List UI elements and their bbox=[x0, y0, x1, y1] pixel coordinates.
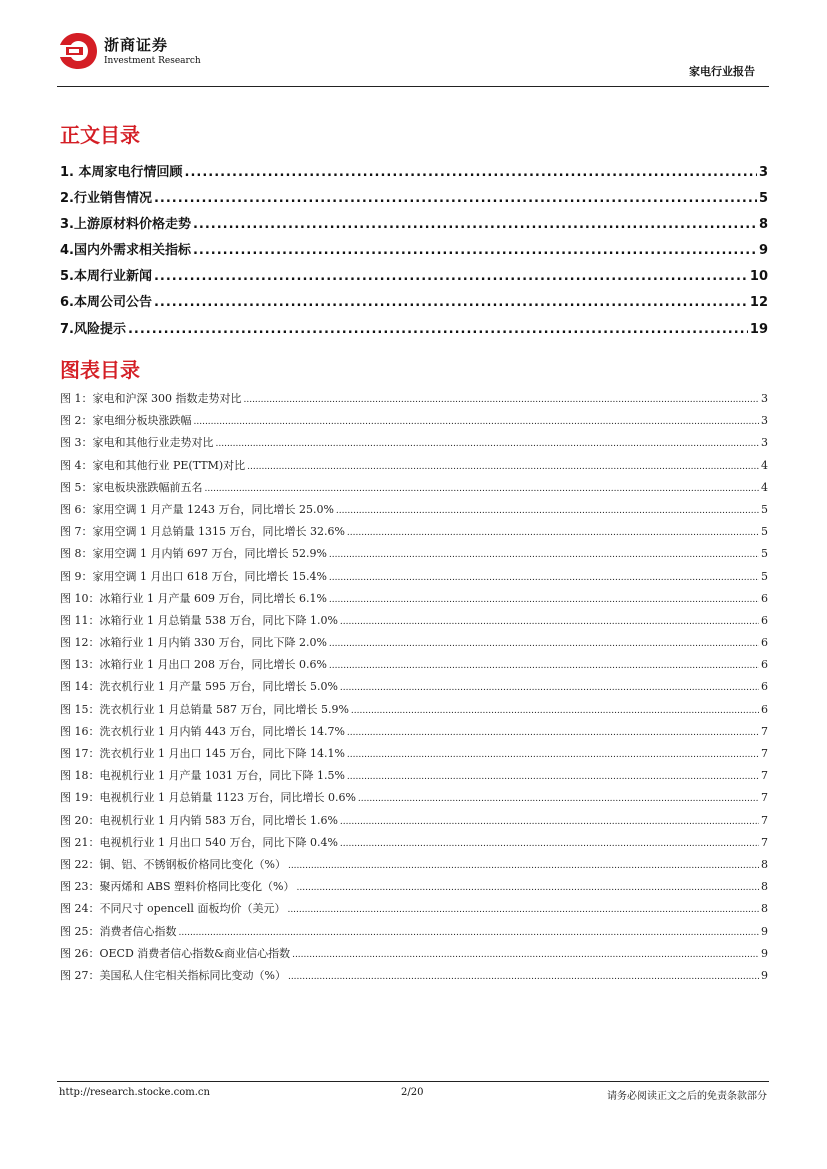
figure-entry-label: 图 4：家电和其他行业 PE(TTM)对比 bbox=[60, 458, 246, 472]
figure-entry[interactable] bbox=[60, 612, 768, 634]
toc-entry-label: 2.行业销售情况 bbox=[60, 191, 152, 207]
figure-entry[interactable] bbox=[60, 678, 768, 700]
figure-entry-page: 9 bbox=[761, 946, 768, 960]
figure-entry-page: 4 bbox=[761, 458, 768, 472]
leader-dots bbox=[288, 969, 759, 982]
leader-dots bbox=[185, 165, 757, 180]
figure-entry[interactable] bbox=[60, 812, 768, 834]
brand-logo bbox=[57, 28, 201, 74]
figure-entry[interactable] bbox=[60, 701, 768, 723]
leader-dots bbox=[351, 703, 759, 716]
figure-entry-label: 图 24：不同尺寸 opencell 面板均价（美元） bbox=[60, 902, 286, 916]
figure-entry-label: 图 18：电视机行业 1 月产量 1031 万台，同比下降 1.5% bbox=[60, 769, 345, 783]
figure-entry-label: 图 5：家电板块涨跌幅前五名 bbox=[60, 480, 203, 494]
figure-entry-label: 图 2：家电细分板块涨跌幅 bbox=[60, 414, 192, 428]
figure-entry-label: 图 23：聚丙烯和 ABS 塑料价格同比变化（%） bbox=[60, 880, 295, 894]
figure-entry-page: 4 bbox=[761, 480, 768, 494]
leader-dots bbox=[347, 525, 759, 538]
figure-entry-label: 图 15：洗衣机行业 1 月总销量 587 万台，同比增长 5.9% bbox=[60, 702, 349, 716]
toc-entry-label: 5.本周行业新闻 bbox=[60, 269, 152, 285]
figure-entry-label: 图 13：冰箱行业 1 月出口 208 万台，同比增长 0.6% bbox=[60, 658, 327, 672]
toc-entry[interactable] bbox=[60, 213, 768, 239]
figure-entry-label: 图 20：电视机行业 1 月内销 583 万台，同比增长 1.6% bbox=[60, 813, 338, 827]
figure-entry-page: 8 bbox=[761, 902, 768, 916]
leader-dots bbox=[287, 902, 759, 915]
toc-title: 正文目录 bbox=[60, 123, 140, 147]
figure-entry-label: 图 12：冰箱行业 1 月内销 330 万台，同比下降 2.0% bbox=[60, 636, 327, 650]
leader-dots bbox=[179, 925, 760, 938]
figure-entry[interactable] bbox=[60, 878, 768, 900]
toc-entry-page: 12 bbox=[749, 295, 768, 311]
toc-entry-label: 6.本周公司公告 bbox=[60, 295, 152, 311]
figure-entry-page: 6 bbox=[761, 702, 768, 716]
toc-entry-label: 4.国内外需求相关指标 bbox=[60, 243, 191, 259]
brand-name-cn: 浙商证券 bbox=[104, 36, 169, 54]
leader-dots bbox=[358, 791, 759, 804]
figure-entry[interactable] bbox=[60, 923, 768, 945]
figure-entry[interactable] bbox=[60, 634, 768, 656]
figure-entry-page: 7 bbox=[761, 769, 768, 783]
figure-entry-page: 9 bbox=[761, 924, 768, 938]
toc-list bbox=[60, 161, 768, 344]
leader-dots bbox=[329, 658, 759, 671]
figure-entry[interactable] bbox=[60, 434, 768, 456]
figure-entry-page: 6 bbox=[761, 658, 768, 672]
figure-entry[interactable] bbox=[60, 967, 768, 989]
page-number: 2/20 bbox=[401, 1087, 424, 1098]
figure-entry[interactable] bbox=[60, 789, 768, 811]
brand-name-en: Investment Research bbox=[104, 56, 201, 66]
figure-entry-label: 图 3：家电和其他行业走势对比 bbox=[60, 436, 214, 450]
figure-entry[interactable] bbox=[60, 412, 768, 434]
toc-entry[interactable] bbox=[60, 161, 768, 187]
footer-url[interactable]: http://research.stocke.com.cn bbox=[59, 1087, 210, 1098]
leader-dots bbox=[336, 503, 759, 516]
figure-entry-label: 图 9：家用空调 1 月出口 618 万台，同比增长 15.4% bbox=[60, 569, 327, 583]
toc-entry[interactable] bbox=[60, 265, 768, 291]
figure-entry-page: 8 bbox=[761, 880, 768, 894]
figure-entry-label: 图 14：洗衣机行业 1 月产量 595 万台，同比增长 5.0% bbox=[60, 680, 338, 694]
leader-dots bbox=[329, 570, 759, 583]
figure-entry-page: 5 bbox=[761, 569, 768, 583]
figure-entry-label: 图 8：家用空调 1 月内销 697 万台，同比增长 52.9% bbox=[60, 547, 327, 561]
toc-entry-page: 3 bbox=[758, 165, 768, 180]
figure-entry-label: 图 25：消费者信心指数 bbox=[60, 924, 177, 938]
figure-entry-page: 3 bbox=[761, 392, 768, 405]
leader-dots bbox=[329, 636, 759, 649]
figure-entry[interactable] bbox=[60, 479, 768, 501]
figures-title: 图表目录 bbox=[60, 358, 140, 382]
figure-entry-label: 图 10：冰箱行业 1 月产量 609 万台，同比增长 6.1% bbox=[60, 591, 327, 605]
toc-entry-label: 7.风险提示 bbox=[60, 321, 126, 337]
leader-dots bbox=[340, 680, 759, 693]
figure-entry-page: 9 bbox=[761, 968, 768, 982]
figure-entry-page: 8 bbox=[761, 857, 768, 871]
toc-entry[interactable] bbox=[60, 318, 768, 344]
figure-entry-page: 5 bbox=[761, 547, 768, 561]
figure-entry-page: 7 bbox=[761, 813, 768, 827]
leader-dots bbox=[347, 769, 759, 782]
figure-entry-page: 5 bbox=[761, 525, 768, 539]
leader-dots bbox=[243, 392, 759, 405]
page-footer bbox=[57, 1081, 769, 1102]
figure-entry[interactable] bbox=[60, 723, 768, 745]
figure-entry-page: 7 bbox=[761, 791, 768, 805]
leader-dots bbox=[347, 747, 759, 760]
figure-entry[interactable] bbox=[60, 745, 768, 767]
toc-entry[interactable] bbox=[60, 239, 768, 265]
figure-entry-page: 6 bbox=[761, 680, 768, 694]
figure-entry-label: 图 17：洗衣机行业 1 月出口 145 万台，同比下降 14.1% bbox=[60, 747, 345, 760]
figure-entry[interactable] bbox=[60, 590, 768, 612]
figure-entry[interactable] bbox=[60, 656, 768, 678]
toc-entry-label: 3.上游原材料价格走势 bbox=[60, 217, 191, 233]
figure-entry-page: 7 bbox=[761, 747, 768, 760]
figures-list bbox=[60, 390, 768, 989]
figure-entry[interactable] bbox=[60, 767, 768, 789]
leader-dots bbox=[288, 858, 759, 871]
page-header bbox=[57, 28, 769, 87]
leader-dots bbox=[247, 459, 759, 472]
figure-entry[interactable] bbox=[60, 545, 768, 567]
figure-entry-page: 6 bbox=[761, 591, 768, 605]
leader-dots bbox=[193, 217, 757, 232]
figure-entry-label: 图 1：家电和沪深 300 指数走势对比 bbox=[60, 392, 242, 405]
figure-entry[interactable] bbox=[60, 568, 768, 590]
figure-entry[interactable] bbox=[60, 523, 768, 545]
figure-entry-label: 图 11：冰箱行业 1 月总销量 538 万台，同比下降 1.0% bbox=[60, 613, 338, 627]
leader-dots bbox=[297, 880, 759, 893]
leader-dots bbox=[154, 269, 748, 284]
figure-entry[interactable] bbox=[60, 390, 768, 412]
brand-logo-icon bbox=[57, 31, 99, 71]
leader-dots bbox=[292, 947, 759, 960]
toc-entry-page: 9 bbox=[758, 243, 768, 259]
toc-entry-page: 8 bbox=[758, 217, 768, 233]
figure-entry-page: 3 bbox=[761, 414, 768, 428]
leader-dots bbox=[194, 414, 760, 427]
figure-entry-label: 图 19：电视机行业 1 月总销量 1123 万台，同比增长 0.6% bbox=[60, 791, 356, 805]
leader-dots bbox=[340, 836, 759, 849]
toc-entry[interactable] bbox=[60, 187, 768, 213]
leader-dots bbox=[154, 295, 748, 310]
figure-entry-page: 3 bbox=[761, 436, 768, 450]
toc-entry-page: 5 bbox=[758, 191, 768, 207]
leader-dots bbox=[340, 814, 759, 827]
leader-dots bbox=[347, 725, 759, 738]
figure-entry-page: 7 bbox=[761, 835, 768, 849]
figure-entry-page: 7 bbox=[761, 724, 768, 738]
figure-entry-page: 6 bbox=[761, 636, 768, 650]
figure-entry-page: 5 bbox=[761, 502, 768, 516]
figure-entry[interactable] bbox=[60, 457, 768, 479]
toc-entry-page: 19 bbox=[749, 321, 768, 337]
leader-dots bbox=[216, 436, 760, 449]
figure-entry-label: 图 27：美国私人住宅相关指标同比变动（%） bbox=[60, 968, 286, 982]
leader-dots bbox=[205, 481, 760, 494]
footer-disclaimer: 请务必阅读正文之后的免责条款部分 bbox=[607, 1091, 767, 1102]
toc-entry[interactable] bbox=[60, 291, 768, 317]
figure-entry-label: 图 6：家用空调 1 月产量 1243 万台，同比增长 25.0% bbox=[60, 502, 334, 516]
report-type: 家电行业报告 bbox=[689, 65, 755, 78]
figure-entry[interactable] bbox=[60, 900, 768, 922]
toc-entry-label: 1. 本周家电行情回顾 bbox=[60, 165, 183, 180]
leader-dots bbox=[329, 547, 759, 560]
leader-dots bbox=[128, 322, 748, 337]
leader-dots bbox=[329, 592, 759, 605]
toc-entry-page: 10 bbox=[749, 269, 768, 285]
figure-entry-label: 图 7：家用空调 1 月总销量 1315 万台，同比增长 32.6% bbox=[60, 525, 345, 539]
figure-entry[interactable] bbox=[60, 945, 768, 967]
leader-dots bbox=[193, 243, 757, 258]
figure-entry-label: 图 26：OECD 消费者信心指数&商业信心指数 bbox=[60, 946, 291, 960]
figure-entry[interactable] bbox=[60, 834, 768, 856]
figure-entry-page: 6 bbox=[761, 613, 768, 627]
figure-entry-label: 图 22：铜、铝、不锈钢板价格同比变化（%） bbox=[60, 857, 286, 871]
leader-dots bbox=[340, 614, 759, 627]
leader-dots bbox=[154, 191, 757, 206]
figure-entry[interactable] bbox=[60, 856, 768, 878]
figure-entry-label: 图 21：电视机行业 1 月出口 540 万台，同比下降 0.4% bbox=[60, 835, 338, 849]
figure-entry-label: 图 16：洗衣机行业 1 月内销 443 万台，同比增长 14.7% bbox=[60, 724, 345, 738]
figure-entry[interactable] bbox=[60, 501, 768, 523]
